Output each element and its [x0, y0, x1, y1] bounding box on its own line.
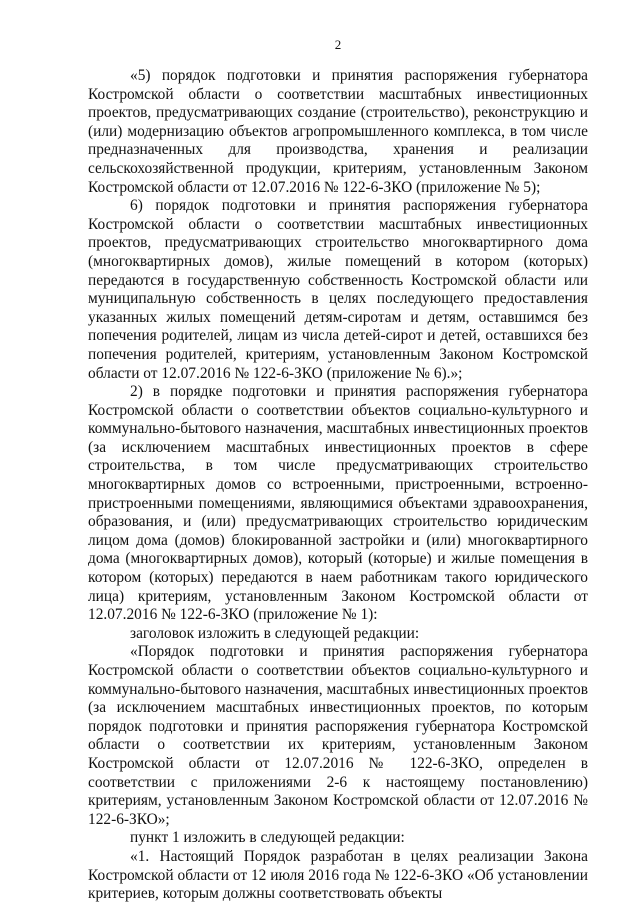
paragraph-title-instruction: заголовок изложить в следующей редакции:	[130, 624, 420, 642]
paragraph-new-title: «Порядок подготовки и принятия распоряжения губернатора Костромской области о соответствии объектов социально-культурного и коммунально-бытового назначения, масштабных инвестиционных проектов (за исключением масштабных инвестиционных проектов, по которым порядок подготовки и принятия распоряжения губернатора Костромской области о соответствии их критериям, установленным Законом Костромской области от 12.07.2016 № 122-6-ЗКО, определен в соответствии с приложениями 2-6 к настоящему постановлению) критериям, установленным Законом Костромской области от 12.07.2016 № 122-6-ЗКО»;	[88, 643, 588, 828]
page-number: 2	[334, 37, 342, 52]
paragraph-item-6: 6) порядок подготовки и принятия распоряжения губернатора Костромской области о соответствии масштабных инвестиционных проектов, предусматривающих строительство многоквартирного дома (многоквартирных домов), жилые помещений в котором (которых) передаются в государственную собственность Костромской области или муниципальную собственность в целях последующего предоставления указанных жилых помещений детям-сиротам и детям, оставшимся без попечения родителей, лицам из числа детей-сирот и детей, оставшихся без попечения родителей, критериям, установленным Законом Костромской области от 12.07.2016 № 122-6-ЗКО (приложение № 6).»;	[88, 197, 588, 382]
paragraph-item-5: «5) порядок подготовки и принятия распоряжения губернатора Костромской области о соответствии масштабных инвестиционных проектов, предусматривающих создание (строительство), реконструкцию и (или) модернизацию объектов агропромышленного комплекса, в том числе предназначенных для производства, хранения и реализации сельскохозяйственной продукции, критериям, установленным Законом Костромской области от 12.07.2016 № 122-6-ЗКО (приложение № 5);	[88, 67, 588, 196]
paragraph-point-1-instruction: пункт 1 изложить в следующей редакции:	[130, 829, 405, 847]
paragraph-point-2: 2) в порядке подготовки и принятия распоряжения губернатора Костромской области о соответствии объектов социально-культурного и коммунально-бытового назначения, масштабных инвестиционных проектов (за исключением масштабных инвестиционных проектов в сфере строительства, в том числе предусматривающих строительство многоквартирных домов со встроенными, пристроенными, встроенно-пристроенными помещениями, являющимися объектами здравоохранения, образования, и (или) предусматривающих строительство юридическим лицом дома (домов) блокированной застройки и (или) многоквартирного дома (многоквартирных домов), который (которые) и жилые помещения в котором (которых) передаются в наем работникам такого юридического лица) критериям, установленным Законом Костромской области от 12.07.2016 № 122-6-ЗКО (приложение № 1):	[88, 383, 588, 624]
paragraph-point-1-text: «1. Настоящий Порядок разработан в целях реализации Закона Костромской области от 12 июля 2016 года № 122-6-ЗКО «Об установлении критериев, которым должны соответствовать объекты	[88, 847, 588, 903]
